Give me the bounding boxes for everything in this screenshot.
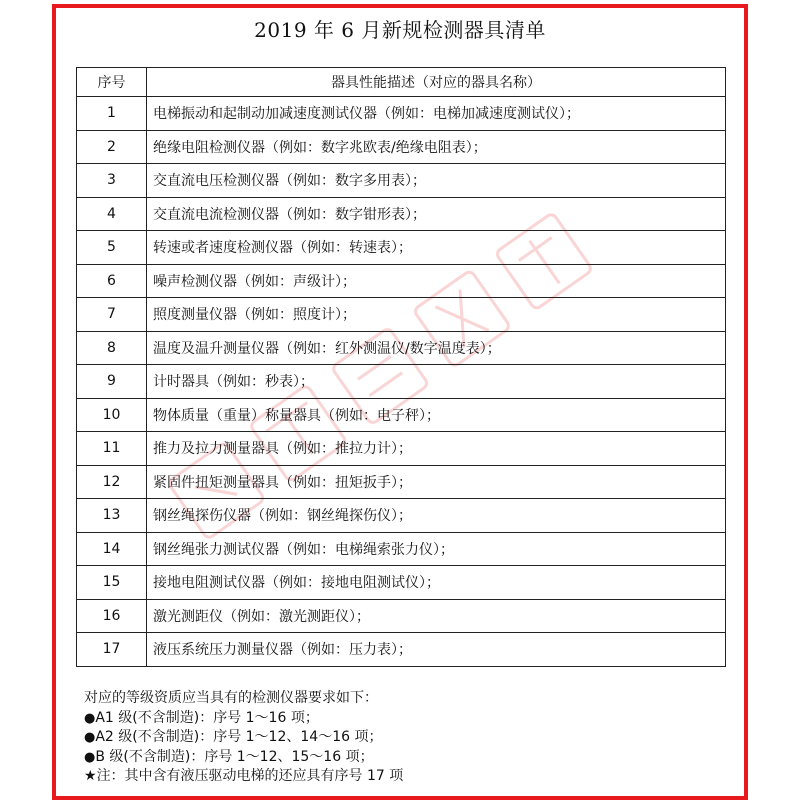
note-star-text: 注：其中含有液压驱动电梯的还应具有序号 17 项 [96,768,404,784]
table-row [77,197,726,231]
row-number: 2 [77,130,147,164]
row-number: 13 [77,499,147,533]
row-description: 绝缘电阻检测仪器（例如：数字兆欧表/绝缘电阻表）； [147,130,726,164]
row-description: 电梯振动和起制动加减速度测试仪器（例如：电梯加减速度测试仪）； [147,97,726,131]
table-row [77,465,726,499]
note-b [84,748,724,768]
row-number: 3 [77,164,147,198]
header-description: 器具性能描述（对应的器具名称） [147,68,726,97]
note-star [84,767,724,787]
row-number: 11 [77,432,147,466]
row-description: 转速或者速度检测仪器（例如：转速表）； [147,231,726,265]
row-description: 钢丝绳张力测试仪器（例如：电梯绳索张力仪）； [147,532,726,566]
row-number: 12 [77,465,147,499]
row-number: 6 [77,264,147,298]
row-description: 液压系统压力测量仪器（例如：压力表）； [147,633,726,667]
row-description: 钢丝绳探伤仪器（例如：钢丝绳探伤仪）； [147,499,726,533]
row-number: 1 [77,97,147,131]
row-description: 紧固件扭矩测量器具（例如：扭矩扳手）； [147,465,726,499]
table-header-row [77,68,726,97]
note-b-text: B 级(不含制造)：序号 1～12、15～16 项； [95,748,374,765]
row-number: 7 [77,298,147,332]
requirements-notes [84,689,724,787]
note-a2-text: A2 级(不含制造)：序号 1～12、14～16 项； [95,729,383,745]
table-row [77,566,726,600]
table-row [77,398,726,432]
row-number: 9 [77,365,147,399]
row-number: 16 [77,599,147,633]
table-row [77,365,726,399]
note-a1-text: A1 级(不含制造)：序号 1～16 项； [95,709,319,726]
table-row [77,298,726,332]
row-description: 噪声检测仪器（例如：声级计）； [147,264,726,298]
table-row [77,164,726,198]
row-description: 物体质量（重量）称量器具（例如：电子秤）； [147,398,726,432]
page-title: 2019 年 6 月新规检测器具清单 [254,18,546,42]
table-row [77,130,726,164]
row-number: 8 [77,331,147,365]
row-number: 10 [77,398,147,432]
table-row [77,231,726,265]
bullet-icon: ● [84,730,96,745]
row-description: 照度测量仪器（例如：照度计）； [147,298,726,332]
row-number: 17 [77,633,147,667]
row-number: 15 [77,566,147,600]
table-row [77,432,726,466]
table-row [77,264,726,298]
row-number: 5 [77,231,147,265]
bullet-icon: ● [84,710,96,726]
table-row [77,633,726,667]
table-row [77,331,726,365]
row-description: 计时器具（例如：秒表）； [147,365,726,399]
instrument-table [76,67,726,667]
note-a1 [84,709,724,729]
bullet-icon: ● [84,749,96,765]
table-row [77,499,726,533]
notes-intro: 对应的等级资质应当具有的检测仪器要求如下： [84,690,378,706]
note-a2 [84,728,724,748]
row-description: 交直流电流检测仪器（例如：数字钳形表）； [147,197,726,231]
row-number: 14 [77,532,147,566]
header-serial-number: 序号 [77,68,147,97]
table-row [77,599,726,633]
row-number: 4 [77,197,147,231]
star-icon: ★ [84,768,97,784]
row-description: 接地电阻测试仪器（例如：接地电阻测试仪）； [147,566,726,600]
row-description: 交直流电压检测仪器（例如：数字多用表）； [147,164,726,198]
table-row [77,97,726,131]
row-description: 激光测距仪（例如：激光测距仪）； [147,599,726,633]
row-description: 推力及拉力测量器具（例如：推拉力计）； [147,432,726,466]
row-description: 温度及温升测量仪器（例如：红外测温仪/数字温度表）； [147,331,726,365]
table-row [77,532,726,566]
